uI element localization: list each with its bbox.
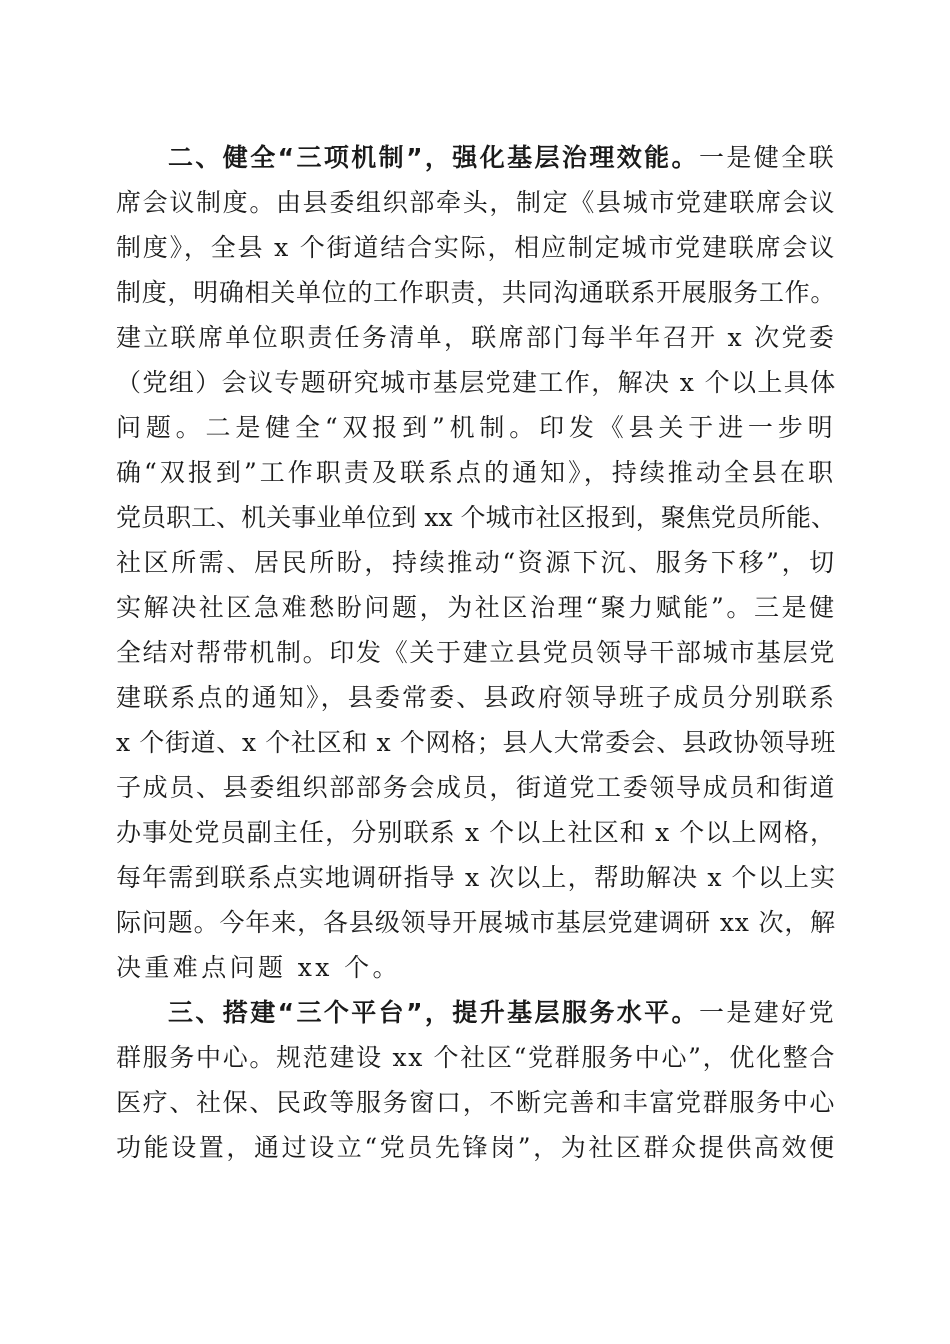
- paragraph-line: 社区所需、居民所盼，持续推动“资源下沉、服务下移”，切: [116, 548, 837, 577]
- paragraph-line: 建联系点的通知》，县委常委、县政府领导班子成员分别联系: [116, 683, 836, 712]
- paragraph-1-line-1: [168, 143, 836, 173]
- paragraph-text: 一是健全联: [698, 143, 836, 172]
- paragraph-line: （党组）会议专题研究城市基层党建工作，解决 x 个以上具体: [116, 368, 837, 397]
- paragraph-line: 医疗、社保、民政等服务窗口，不断完善和丰富党群服务中心: [116, 1088, 836, 1117]
- paragraph-line: 际问题。今年来，各县级领导开展城市基层党建调研 xx 次，解: [116, 908, 836, 937]
- paragraph-line: 全结对帮带机制。印发《关于建立县党员领导干部城市基层党: [116, 638, 836, 667]
- paragraph-line: x 个街道、x 个社区和 x 个网格；县人大常委会、县政协领导班: [116, 728, 836, 757]
- paragraph-line: 党员职工、机关事业单位到 xx 个城市社区报到，聚焦党员所能、: [116, 503, 836, 532]
- paragraph-line: 实解决社区急难愁盼问题，为社区治理“聚力赋能”。三是健: [116, 593, 837, 622]
- paragraph-text: 一是建好党: [698, 998, 836, 1027]
- paragraph-line: 制度》，全县 x 个街道结合实际，相应制定城市党建联席会议: [116, 233, 836, 262]
- paragraph-line-last: 决重难点问题 xx 个。: [116, 953, 401, 982]
- paragraph-line: 子成员、县委组织部部务会成员，街道党工委领导成员和街道: [116, 773, 836, 802]
- section-heading-3: 三、搭建“三个平台”，提升基层服务水平。: [168, 998, 699, 1027]
- paragraph-line: 确“双报到”工作职责及联系点的通知》，持续推动全县在职: [116, 458, 836, 487]
- paragraph-line: 建立联席单位职责任务清单，联席部门每半年召开 x 次党委: [116, 323, 836, 352]
- paragraph-line: 席会议制度。由县委组织部牵头，制定《县城市党建联席会议: [116, 188, 836, 217]
- paragraph-2-line-1: [168, 998, 836, 1028]
- paragraph-line: 办事处党员副主任，分别联系 x 个以上社区和 x 个以上网格，: [116, 818, 836, 847]
- paragraph-line: 功能设置，通过设立“党员先锋岗”，为社区群众提供高效便: [116, 1133, 837, 1162]
- paragraph-line: 问题。二是健全“双报到”机制。印发《县关于进一步明: [116, 413, 836, 442]
- paragraph-line: 制度，明确相关单位的工作职责，共同沟通联系开展服务工作。: [116, 278, 836, 307]
- paragraph-line: 每年需到联系点实地调研指导 x 次以上，帮助解决 x 个以上实: [116, 863, 836, 892]
- section-heading-2: 二、健全“三项机制”，强化基层治理效能。: [168, 143, 699, 172]
- paragraph-line: 群服务中心。规范建设 xx 个社区“党群服务中心”，优化整合: [116, 1043, 836, 1072]
